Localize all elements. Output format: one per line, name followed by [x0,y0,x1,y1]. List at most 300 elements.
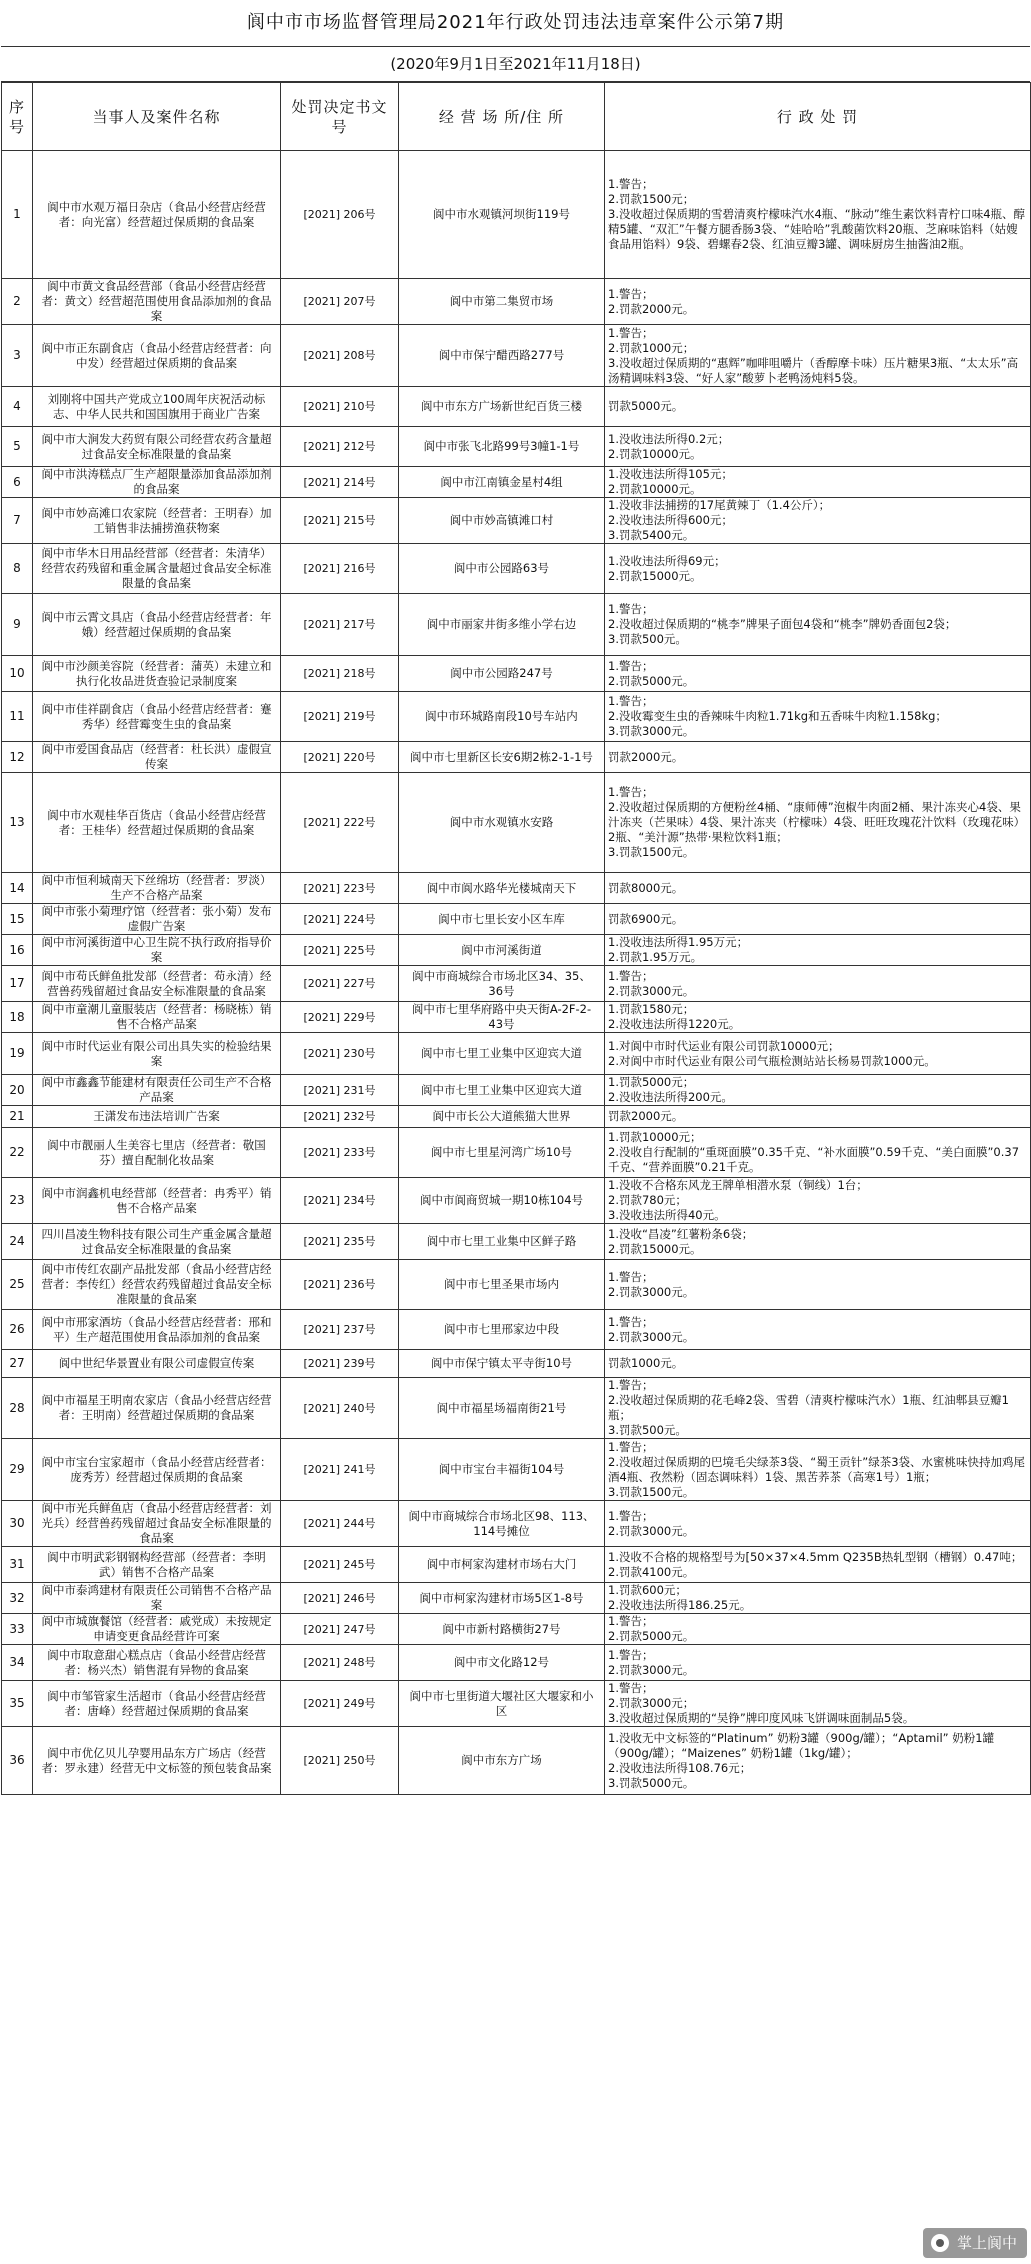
case-name: 阆中市明武彩钢钢构经营部（经营者：李明武）销售不合格产品案 [33,1547,281,1583]
penalty-line: 1.警告； [608,325,654,340]
penalty-line: 2.罚款2000元。 [608,301,695,316]
row-number: 15 [2,904,33,935]
business-address: 阆中市七里邢家边中段 [399,1310,605,1350]
business-address: 阆中市新村路横街27号 [399,1614,605,1645]
table-row [2,742,1031,773]
business-address: 阆中市柯家沟建材市场右大门 [399,1547,605,1583]
watermark [923,2228,1027,2258]
table-row [2,1224,1031,1260]
decision-number: [2021] 222号 [281,773,399,873]
penalty-line: 3.没收超过保质期的“惠辉”咖啡咀嚼片（香醇摩卡味）压片糖果3瓶、“太太乐”高汤精调味料3袋、“好人家”酸萝卜老鸭汤炖料5袋。 [608,355,1019,385]
decision-number: [2021] 235号 [281,1224,399,1260]
penalty-line: 3.罚款1500元。 [608,845,695,859]
case-name: 阆中市泰鸿建材有限责任公司销售不合格产品案 [33,1583,281,1614]
row-number: 32 [2,1583,33,1614]
penalty-cell [605,1547,1031,1583]
penalty-line: 2.罚款3000元。 [608,1284,695,1299]
penalty-cell [605,873,1031,904]
penalty-line: 3.罚款500元。 [608,632,687,646]
row-number: 30 [2,1501,33,1547]
case-name: 阆中市优亿贝儿孕婴用品东方广场店（经营者：罗永建）经营无中文标签的预包装食品案 [33,1727,281,1795]
business-address: 阆中市七里华府路中央天街A-2F-2-43号 [399,1002,605,1033]
penalty-line: 1.警告； [608,694,654,708]
row-number: 21 [2,1106,33,1128]
decision-number: [2021] 224号 [281,904,399,935]
case-name: 阆中市妙高滩口农家院（经营者：王明春）加工销售非法捕捞渔获物案 [33,498,281,544]
penalty-line: 1.警告； [608,1647,654,1662]
table-row [2,1583,1031,1614]
decision-number: [2021] 208号 [281,325,399,387]
table-row [2,773,1031,873]
decision-number: [2021] 217号 [281,594,399,656]
penalty-cell [605,1178,1031,1224]
penalty-line: 1.警告； [608,968,654,983]
case-name: 阆中市宝台宝家超市（食品小经营店经营者：庞秀芳）经营超过保质期的食品案 [33,1439,281,1501]
table-row [2,427,1031,467]
business-address: 阆中市河溪街道 [399,935,605,966]
penalty-line: 罚款2000元。 [608,1109,684,1123]
business-address: 阆中市江南镇金星村4组 [399,467,605,498]
row-number: 20 [2,1075,33,1106]
penalty-table [1,82,1031,1795]
penalty-line: 1.警告； [608,286,654,301]
decision-number: [2021] 240号 [281,1378,399,1439]
case-name: 阆中市童潮儿童服装店（经营者：杨晓栋）销售不合格产品案 [33,1002,281,1033]
table-row [2,1645,1031,1681]
case-name: 阆中市恒利城南天下丝绵坊（经营者：罗淡）生产不合格产品案 [33,873,281,904]
table-row [2,656,1031,692]
business-address: 阆中市东方广场新世纪百货三楼 [399,387,605,427]
row-number: 3 [2,325,33,387]
row-number: 36 [2,1727,33,1795]
penalty-cell [605,904,1031,935]
penalty-cell [605,498,1031,544]
row-number: 12 [2,742,33,773]
decision-number: [2021] 239号 [281,1350,399,1378]
header-address: 经 营 场 所/住 所 [399,83,605,151]
decision-number: [2021] 233号 [281,1128,399,1178]
business-address: 阆中市保宁醋西路277号 [399,325,605,387]
row-number: 11 [2,692,33,742]
penalty-line: 3.没收超过保质期的雪碧清爽柠檬味汽水4瓶、“脉动”维生素饮料青柠口味4瓶、醇精5罐、“双汇”午餐方腿香肠3袋、“娃哈哈”乳酸菌饮料20瓶、芝麻味馅料（姑嫂食品用馅料）9袋、碧螺春2袋、红油豆瓣3罐、调味厨房生抽酱油2瓶。 [608,207,1026,251]
business-address: 阆中市丽家井街多维小学右边 [399,594,605,656]
business-address: 阆中市宝台丰福街104号 [399,1439,605,1501]
case-name: 阆中市城旗餐馆（经营者：戚党成）未按规定申请变更食品经营许可案 [33,1614,281,1645]
table-row [2,873,1031,904]
penalty-line: 罚款6900元。 [608,911,684,926]
header-no: 序号 [2,83,33,151]
decision-number: [2021] 248号 [281,1645,399,1681]
decision-number: [2021] 244号 [281,1501,399,1547]
penalty-line: 2.罚款1500元； [608,192,695,206]
table-row [2,1378,1031,1439]
decision-number: [2021] 227号 [281,966,399,1002]
row-number: 13 [2,773,33,873]
penalty-line: 1.警告； [608,1439,654,1454]
decision-number: [2021] 220号 [281,742,399,773]
decision-number: [2021] 223号 [281,873,399,904]
penalty-line: 2.对阆中市时代运业有限公司气瓶检测站站长杨易罚款1000元。 [608,1053,936,1068]
penalty-line: 1.警告； [608,1314,654,1329]
table-row [2,1002,1031,1033]
penalty-line: 1.警告； [608,1681,654,1695]
case-name: 阆中市黄文食品经营部（食品小经营店经营者：黄文）经营超范围使用食品添加剂的食品案 [33,279,281,325]
table-row [2,1310,1031,1350]
penalty-line: 1.没收非法捕捞的17尾黄辣丁（1.4公斤）； [608,498,831,512]
penalty-line: 2.罚款1000元； [608,340,695,355]
penalty-line: 2.没收违法所得108.76元； [608,1760,752,1775]
table-row [2,498,1031,544]
penalty-line: 2.没收违法所得1220元。 [608,1017,741,1031]
penalty-line: 1.对阆中市时代运业有限公司罚款10000元； [608,1038,840,1053]
row-number: 18 [2,1002,33,1033]
row-number: 10 [2,656,33,692]
business-address: 阆中市环城路南段10号车站内 [399,692,605,742]
case-name: 阆中市沙颜美容院（经营者：蒲英）未建立和执行化妆品进货查验记录制度案 [33,656,281,692]
case-name: 阆中市邢家酒坊（食品小经营店经营者：邢和平）生产超范围使用食品添加剂的食品案 [33,1310,281,1350]
table-row [2,1614,1031,1645]
decision-number: [2021] 246号 [281,1583,399,1614]
penalty-cell [605,544,1031,594]
business-address: 阆中市七里工业集中区鲜子路 [399,1224,605,1260]
document-subtitle: (2020年9月1日至2021年11月18日) [1,47,1030,82]
row-number: 23 [2,1178,33,1224]
row-number: 25 [2,1260,33,1310]
decision-number: [2021] 206号 [281,151,399,279]
watermark-logo-icon [931,2234,949,2252]
penalty-cell [605,966,1031,1002]
decision-number: [2021] 237号 [281,1310,399,1350]
case-name: 阆中市靓丽人生美容七里店（经营者：敬国芬）擅自配制化妆品案 [33,1128,281,1178]
case-name: 阆中市时代运业有限公司出具失实的检验结果案 [33,1033,281,1075]
case-name: 阆中市爱国食品店（经营者：杜长洪）虚假宣传案 [33,742,281,773]
table-row [2,1260,1031,1310]
header-name: 当事人及案件名称 [33,83,281,151]
row-number: 1 [2,151,33,279]
penalty-cell [605,1310,1031,1350]
penalty-line: 2.罚款780元； [608,1193,687,1207]
watermark-text: 掌上阆中 [956,2234,1017,2252]
table-row [2,1075,1031,1106]
penalty-line: 1.没收不合格的规格型号为[50×37×4.5mm Q235B热轧型钢（槽钢）0.47吨； [608,1549,1023,1564]
business-address: 阆中市阆商贸城一期10栋104号 [399,1178,605,1224]
penalty-cell [605,279,1031,325]
business-address: 阆中市七里星河湾广场10号 [399,1128,605,1178]
penalty-line: 3.罚款1500元。 [608,1484,695,1499]
penalty-cell [605,656,1031,692]
penalty-line: 1.罚款1580元； [608,1002,695,1016]
penalty-line: 1.没收违法所得69元； [608,553,726,568]
penalty-line: 1.警告； [608,602,654,616]
case-name: 阆中世纪华景置业有限公司虚假宣传案 [33,1350,281,1378]
penalty-line: 1.罚款5000元； [608,1075,695,1089]
penalty-cell [605,1614,1031,1645]
case-name: 阆中市河溪街道中心卫生院不执行政府指导价案 [33,935,281,966]
row-number: 5 [2,427,33,467]
penalty-line: 2.没收超过保质期的“桃李”牌果子面包4袋和“桃李”牌奶香面包2袋； [608,617,957,631]
decision-number: [2021] 234号 [281,1178,399,1224]
business-address: 阆中市张飞北路99号3幢1-1号 [399,427,605,467]
penalty-cell [605,1075,1031,1106]
penalty-cell [605,1350,1031,1378]
row-number: 24 [2,1224,33,1260]
decision-number: [2021] 216号 [281,544,399,594]
case-name: 阆中市传红农副产品批发部（食品小经营店经营者：李传红）经营农药残留超过食品安全标准限量的食品案 [33,1260,281,1310]
penalty-line: 1.没收“昌凌”红薯粉条6袋； [608,1226,754,1241]
penalty-line: 2.罚款5000元。 [608,673,695,688]
penalty-line: 2.没收违法所得600元； [608,513,733,527]
business-address: 阆中市七里长安小区车库 [399,904,605,935]
header-penalty: 行 政 处 罚 [605,83,1031,151]
header-doc: 处罚决定书文号 [281,83,399,151]
table-row [2,151,1031,279]
penalty-line: 2.没收违法所得186.25元。 [608,1598,752,1612]
penalty-cell [605,1224,1031,1260]
case-name: 四川昌凌生物科技有限公司生产重金属含量超过食品安全标准限量的食品案 [33,1224,281,1260]
penalty-line: 1.警告； [608,785,654,799]
business-address: 阆中市福星场福南街21号 [399,1378,605,1439]
business-address: 阆中市保宁镇太平寺街10号 [399,1350,605,1378]
row-number: 16 [2,935,33,966]
table-row [2,692,1031,742]
penalty-cell [605,467,1031,498]
row-number: 2 [2,279,33,325]
business-address: 阆中市水观镇河坝街119号 [399,151,605,279]
table-row [2,1681,1031,1727]
penalty-line: 1.没收违法所得1.95万元； [608,935,749,949]
business-address: 阆中市七里工业集中区迎宾大道 [399,1033,605,1075]
table-row [2,1178,1031,1224]
table-row [2,1106,1031,1128]
case-name: 阆中市苟氏鲜鱼批发部（经营者：苟永清）经营兽药残留超过食品安全标准限量的食品案 [33,966,281,1002]
penalty-line: 1.没收不合格东风龙王牌单相潜水泵（铜线）1台； [608,1178,868,1192]
penalty-line: 1.没收无中文标签的“Platinum” 奶粉3罐（900g/罐）；“Aptamil” 奶粉1罐（900g/罐）；“Maizenes” 奶粉1罐（1kg/罐）； [608,1730,995,1760]
row-number: 29 [2,1439,33,1501]
penalty-line: 罚款5000元。 [608,399,684,413]
business-address: 阆中市商城综合市场北区34、35、36号 [399,966,605,1002]
case-name: 阆中市邹管家生活超市（食品小经营店经营者：唐峰）经营超过保质期的食品案 [33,1681,281,1727]
penalty-cell [605,1260,1031,1310]
penalty-cell [605,935,1031,966]
penalty-line: 2.罚款15000元。 [608,568,702,583]
penalty-line: 2.罚款3000元。 [608,1662,695,1677]
case-name: 王潇发布违法培训广告案 [33,1106,281,1128]
penalty-cell [605,1681,1031,1727]
row-number: 35 [2,1681,33,1727]
penalty-cell [605,692,1031,742]
row-number: 26 [2,1310,33,1350]
penalty-cell [605,742,1031,773]
penalty-cell [605,1378,1031,1439]
penalty-line: 1.罚款600元； [608,1583,687,1597]
penalty-cell [605,1033,1031,1075]
row-number: 34 [2,1645,33,1681]
business-address: 阆中市七里街道大堰社区大堰家和小区 [399,1681,605,1727]
penalty-cell [605,594,1031,656]
penalty-cell [605,1727,1031,1795]
penalty-cell [605,387,1031,427]
business-address: 阆中市第二集贸市场 [399,279,605,325]
penalty-cell [605,1645,1031,1681]
penalty-line: 1.警告； [608,1269,654,1284]
penalty-line: 1.警告； [608,1378,654,1392]
decision-number: [2021] 210号 [281,387,399,427]
row-number: 7 [2,498,33,544]
penalty-line: 罚款8000元。 [608,880,684,895]
decision-number: [2021] 230号 [281,1033,399,1075]
case-name: 阆中市正东副食店（食品小经营店经营者：向中发）经营超过保质期的食品案 [33,325,281,387]
penalty-line: 2.没收超过保质期的花毛峰2袋、雪碧（清爽柠檬味汽水）1瓶、红油郫县豆瓣1瓶； [608,1393,1009,1422]
decision-number: [2021] 214号 [281,467,399,498]
penalty-line: 2.罚款3000元。 [608,983,695,998]
decision-number: [2021] 231号 [281,1075,399,1106]
row-number: 27 [2,1350,33,1378]
penalty-line: 2.没收霉变生虫的香辣味牛肉粒1.71kg和五香味牛肉粒1.158kg； [608,709,947,723]
row-number: 8 [2,544,33,594]
document-title: 阆中市市场监督管理局2021年行政处罚违法违章案件公示第7期 [1,0,1030,47]
table-row [2,387,1031,427]
case-name: 阆中市润鑫机电经营部（经营者：冉秀平）销售不合格产品案 [33,1178,281,1224]
penalty-line: 1.罚款10000元； [608,1130,702,1144]
penalty-line: 1.没收违法所得0.2元； [608,431,730,446]
penalty-cell [605,1439,1031,1501]
row-number: 28 [2,1378,33,1439]
table-row [2,1547,1031,1583]
penalty-cell [605,773,1031,873]
decision-number: [2021] 247号 [281,1614,399,1645]
case-name: 阆中市水观桂华百货店（食品小经营店经营者：王桂华）经营超过保质期的食品案 [33,773,281,873]
business-address: 阆中市商城综合市场北区98、113、114号摊位 [399,1501,605,1547]
penalty-line: 2.罚款1.95万元。 [608,950,703,964]
case-name: 阆中市张小菊理疗馆（经营者：张小菊）发布虚假广告案 [33,904,281,935]
table-row [2,1439,1031,1501]
business-address: 阆中市公园路63号 [399,544,605,594]
row-number: 4 [2,387,33,427]
table-row [2,325,1031,387]
case-name: 阆中市福星王明南农家店（食品小经营店经营者：王明南）经营超过保质期的食品案 [33,1378,281,1439]
penalty-line: 3.没收违法所得40元。 [608,1208,726,1222]
business-address: 阆中市妙高镇滩口村 [399,498,605,544]
table-row [2,935,1031,966]
penalty-line: 2.罚款4100元。 [608,1564,695,1579]
decision-number: [2021] 236号 [281,1260,399,1310]
row-number: 9 [2,594,33,656]
row-number: 19 [2,1033,33,1075]
table-row [2,1727,1031,1795]
business-address: 阆中市长公大道熊猫大世界 [399,1106,605,1128]
decision-number: [2021] 207号 [281,279,399,325]
business-address: 阆中市七里新区长安6期2栋2-1-1号 [399,742,605,773]
business-address: 阆中市文化路12号 [399,1645,605,1681]
penalty-line: 2.罚款3000元。 [608,1329,695,1344]
penalty-line: 2.罚款15000元。 [608,1241,702,1256]
penalty-line: 1.没收违法所得105元； [608,467,733,481]
case-name: 阆中市云霄文具店（食品小经营店经营者：年娥）经营超过保质期的食品案 [33,594,281,656]
penalty-line: 1.警告； [608,177,654,191]
decision-number: [2021] 225号 [281,935,399,966]
business-address: 阆中市公园路247号 [399,656,605,692]
decision-number: [2021] 215号 [281,498,399,544]
penalty-line: 2.没收自行配制的“重斑面膜”0.35千克、“补水面膜”0.59千克、“美白面膜”0.37千克、“营养面膜”0.21千克。 [608,1145,1020,1174]
business-address: 阆中市柯家沟建材市场5区1-8号 [399,1583,605,1614]
row-number: 17 [2,966,33,1002]
row-number: 33 [2,1614,33,1645]
case-name: 阆中市光兵鲜鱼店（食品小经营店经营者：刘光兵）经营兽药残留超过食品安全标准限量的食品案 [33,1501,281,1547]
penalty-cell [605,1106,1031,1128]
table-row [2,904,1031,935]
table-row [2,594,1031,656]
business-address: 阆中市七里圣果市场内 [399,1260,605,1310]
penalty-cell [605,325,1031,387]
table-header-row [2,83,1031,151]
row-number: 14 [2,873,33,904]
penalty-line: 2.没收超过保质期的方便粉丝4桶、“康师傅”泡椒牛肉面2桶、果汁冻夹心4袋、果汁冻夹（芒果味）4袋、果汁冻夹（柠檬味）4袋、旺旺玫瑰花汁饮料（玫瑰花味）2瓶、“美汁源”热带·果粒饮料1瓶； [608,800,1026,844]
penalty-cell [605,151,1031,279]
penalty-line: 3.罚款500元。 [608,1423,687,1437]
table-row [2,966,1031,1002]
table-row [2,1350,1031,1378]
table-row [2,279,1031,325]
decision-number: [2021] 232号 [281,1106,399,1128]
penalty-cell [605,1583,1031,1614]
penalty-line: 1.警告； [608,1614,654,1628]
table-row [2,1033,1031,1075]
penalty-line: 2.没收违法所得200元。 [608,1090,733,1104]
decision-number: [2021] 229号 [281,1002,399,1033]
penalty-line: 罚款1000元。 [608,1356,684,1370]
penalty-cell [605,1128,1031,1178]
decision-number: [2021] 249号 [281,1681,399,1727]
row-number: 31 [2,1547,33,1583]
row-number: 6 [2,467,33,498]
penalty-line: 2.罚款10000元。 [608,446,702,461]
decision-number: [2021] 245号 [281,1547,399,1583]
penalty-line: 2.罚款3000元； [608,1696,695,1710]
penalty-line: 3.没收超过保质期的“吴铮”牌印度风味飞饼调味面制品5袋。 [608,1711,915,1725]
penalty-line: 2.罚款3000元。 [608,1523,695,1538]
decision-number: [2021] 212号 [281,427,399,467]
penalty-cell [605,427,1031,467]
penalty-line: 2.没收超过保质期的巴境毛尖绿茶3袋、“蜀王贡针”绿茶3袋、水蜜桃味快持加鸡尾酒4瓶、孜然粉（固态调味料）1袋、黑苦荞茶（高寒1号）1瓶； [608,1454,1026,1484]
business-address: 阆中市东方广场 [399,1727,605,1795]
case-name: 阆中市洪涛糕点厂生产超限量添加食品添加剂的食品案 [33,467,281,498]
penalty-line: 1.警告； [608,658,654,673]
case-name: 阆中市华木日用品经营部（经营者：朱清华）经营农药残留和重金属含量超过食品安全标准限量的食品案 [33,544,281,594]
table-row [2,1128,1031,1178]
row-number: 22 [2,1128,33,1178]
decision-number: [2021] 241号 [281,1439,399,1501]
penalty-cell [605,1002,1031,1033]
penalty-cell [605,1501,1031,1547]
decision-number: [2021] 218号 [281,656,399,692]
decision-number: [2021] 219号 [281,692,399,742]
case-name: 阆中市取意甜心糕点店（食品小经营店经营者：杨兴杰）销售混有异物的食品案 [33,1645,281,1681]
penalty-line: 3.罚款5000元。 [608,1775,695,1790]
table-row [2,1501,1031,1547]
penalty-line: 2.罚款5000元。 [608,1629,695,1643]
case-name: 刘刚将中国共产党成立100周年庆祝活动标志、中华人民共和国国旗用于商业广告案 [33,387,281,427]
decision-number: [2021] 250号 [281,1727,399,1795]
penalty-line: 罚款2000元。 [608,749,684,764]
case-name: 阆中市水观万福日杂店（食品小经营店经营者：向光富）经营超过保质期的食品案 [33,151,281,279]
business-address: 阆中市阆水路华光楼城南天下 [399,873,605,904]
penalty-line: 2.罚款10000元。 [608,482,702,496]
business-address: 阆中市水观镇水安路 [399,773,605,873]
penalty-line: 3.罚款3000元。 [608,724,695,738]
penalty-line: 1.警告； [608,1508,654,1523]
case-name: 阆中市佳祥副食店（食品小经营店经营者：蹇秀华）经营霉变生虫的食品案 [33,692,281,742]
business-address: 阆中市七里工业集中区迎宾大道 [399,1075,605,1106]
